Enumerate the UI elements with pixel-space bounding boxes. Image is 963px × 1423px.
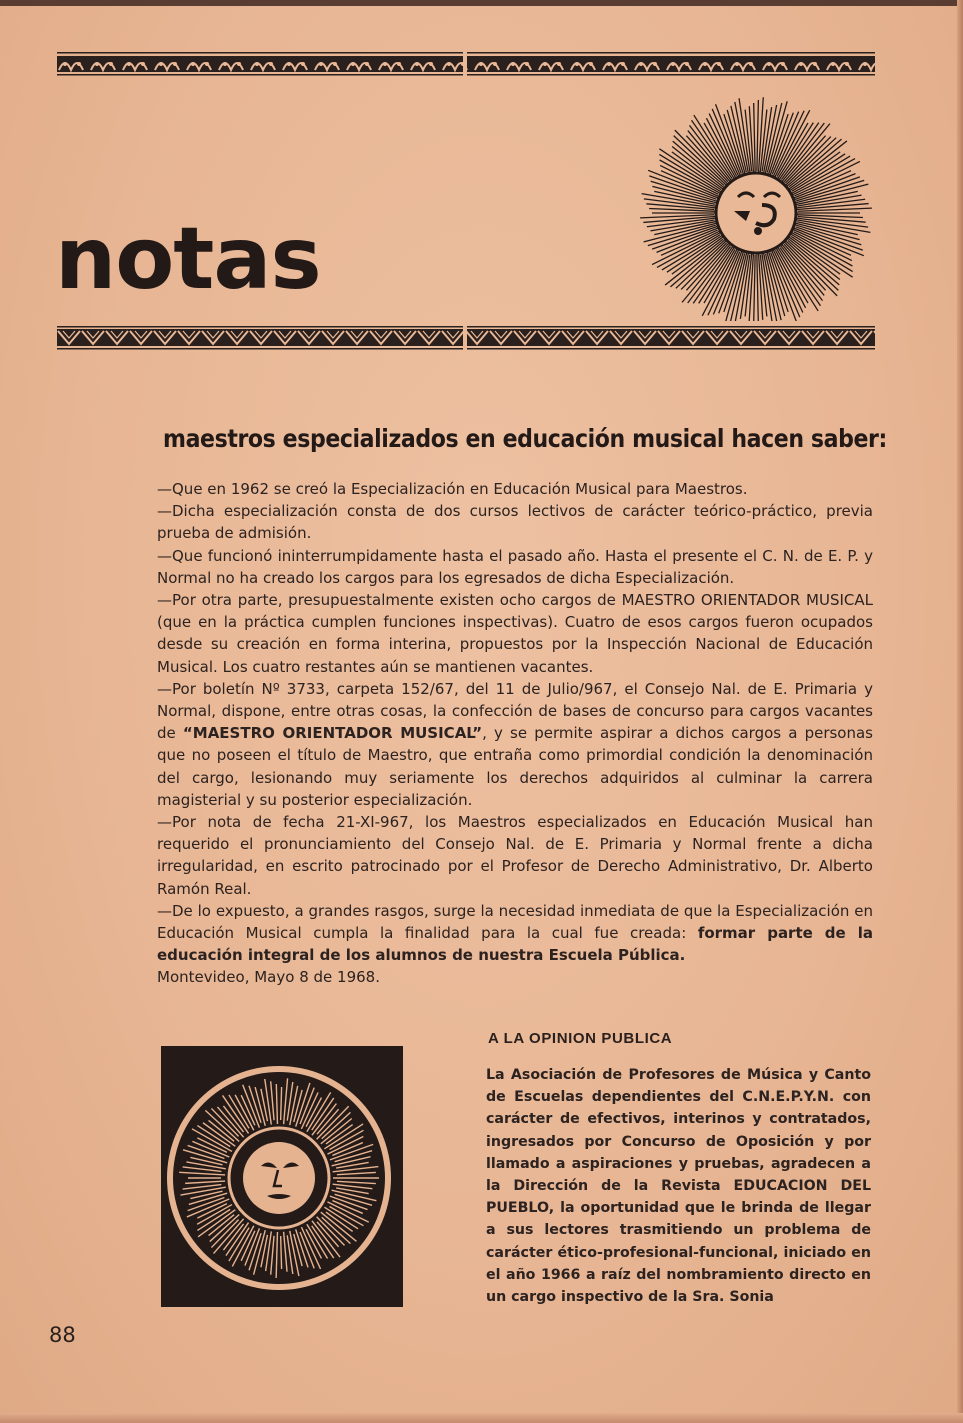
article-paragraph bbox=[157, 900, 873, 967]
opinion-text: La Asociación de Profesores de Música y Canto de Escuelas dependientes del C.N.E.P.Y.N. con carácter de efectivos, interinos y contratados, ingresados por Concurso de Oposición y por llamado a aspiraciones y pruebas, agradecen a la Dirección de la Revista EDUCACION DEL PUEBLO, la oportunidad que le brinda de llegar a sus lectores trasmitiendo un problema de carácter ético-profesional-funcional, iniciado en el año 1966 a raíz del nombramiento directo en un cargo inspectivo de la Sra. Sonia bbox=[486, 1067, 871, 1306]
page-top-edge bbox=[0, 0, 963, 6]
paragraph-text: —Por boletín Nº 3733, carpeta 152/67, del 11 de Julio/967, el Consejo Nal. de E. Primaria y Normal, dispone, entre otras cosas, la confección de bases de concurso para cargos vacantes de bbox=[157, 679, 873, 743]
article-paragraph: —Que funcionó ininterrumpidamente hasta el pasado año. Hasta el presente el C. N. de E. P. y Normal no ha creado los cargos para los egresados de dicha Especialización. bbox=[157, 546, 873, 587]
section-heading: notas bbox=[55, 209, 321, 309]
emphasis-text: formar parte de la educación integral de los alumnos de nuestra Escuela Pública. bbox=[157, 924, 873, 965]
sun-face-woodcut-illustration bbox=[161, 1046, 403, 1307]
opinion-heading: A LA OPINION PUBLICA bbox=[488, 1030, 673, 1047]
ornamental-band-bottom bbox=[57, 326, 875, 350]
page-number: 88 bbox=[49, 1323, 76, 1347]
article-paragraph: —Por nota de fecha 21-XI-967, los Maestros especializados en Educación Musical han requerido el pronunciamiento del Consejo Nal. de E. Primaria y Normal frente a dicha irregularidad, en escrito patrocinado por el Profesor de Derecho Administrativo, Dr. Alberto Ramón Real. bbox=[157, 813, 873, 898]
paragraph-text: —De lo expuesto, a grandes rasgos, surge la necesidad inmediata de que la Especialización en Educación Musical cumpla la finalidad para la cual fue creada: bbox=[157, 901, 873, 943]
article-paragraph: —Por otra parte, presupuestalmente existen ocho cargos de MAESTRO ORIENTADOR MUSICAL (que en la práctica cumplen funciones inspectivas). Cuatro de esos cargos fueron ocupados desde su creación en forma interina, propuestos por la Inspección Nacional de Educación Musical. Los cuatro restantes aún se mantienen vacantes. bbox=[157, 591, 873, 676]
page-bottom-edge bbox=[0, 1413, 963, 1423]
page-right-edge bbox=[957, 0, 963, 1423]
paragraph-text: , y se permite aspirar a dichos cargos a personas que no poseen el título de Maestro, que entraña como primordial condición la denominación del cargo, lesionando muy seriamente los derechos adquiridos al culminar la carrera magisterial y su posterior especialización. bbox=[157, 724, 873, 809]
signoff: Montevideo, Mayo 8 de 1968. bbox=[157, 968, 380, 987]
article-body bbox=[157, 478, 873, 989]
emphasis-text: “MAESTRO ORIENTADOR MUSICAL” bbox=[182, 724, 483, 743]
article-paragraph: —Dicha especialización consta de dos cursos lectivos de carácter teórico-práctico, previa prueba de admisión. bbox=[157, 502, 873, 543]
ornamental-band-top bbox=[57, 52, 875, 76]
sun-emblem-illustration bbox=[638, 93, 874, 321]
article-paragraph: —Que en 1962 se creó la Especialización en Educación Musical para Maestros. bbox=[157, 480, 748, 498]
article-paragraph bbox=[157, 678, 873, 811]
article-title: maestros especializados en educación musical hacen saber: bbox=[163, 424, 887, 453]
